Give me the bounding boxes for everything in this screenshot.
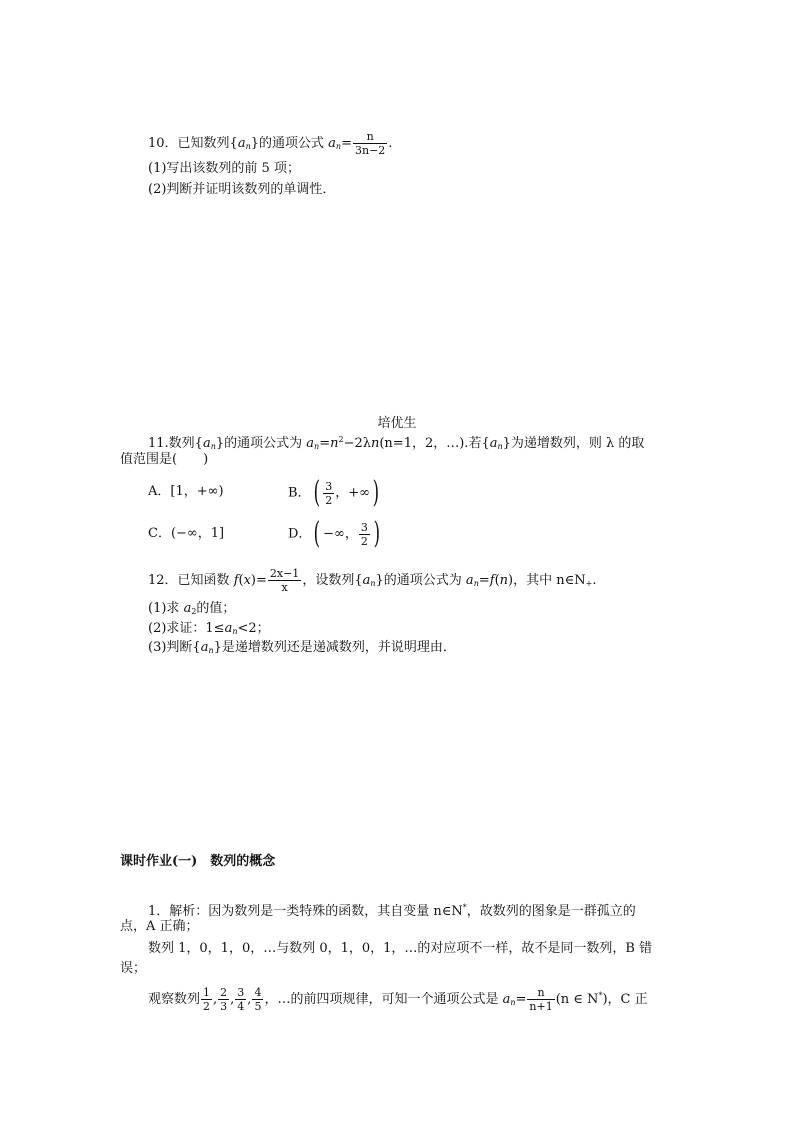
q12-part1: (1)求 $a_2$的值； (148, 601, 236, 616)
q12-part2: (2)求证：$1\le a_n<2$； (148, 621, 270, 636)
option-a: A．[1，+∞) (148, 484, 224, 499)
fraction: $\frac{n}{3n-2}$ (354, 130, 386, 157)
answer-line-3: 数列 1，0，1，0，…与数列 0，1，0，1，…的对应项不一样，故不是同一数列，B 错 (148, 941, 653, 956)
q12-stem: 12．已知函数 f(x)= $\frac{2x-1}{x}$ ，设数列$\{a_n\}$的通项公式为 $a_n=f(n)$，其中 $n\in N_+$. (148, 567, 597, 594)
q12-part3: (3)判断$\{a_n\}$是递增数列还是递减数列，并说明理由． (148, 640, 456, 655)
answers-heading: 课时作业(一) 数列的概念 (120, 854, 276, 869)
section-title: 培优生 (377, 416, 417, 431)
q10-part2: (2)判断并证明该数列的单调性． (148, 182, 336, 197)
option-d: D．( −∞， $\frac{3}{2}$ ) (288, 516, 380, 551)
answer-line-4: 误； (120, 961, 147, 976)
q11-stem: 11.数列$\{a_n\}$的通项公式为 $a_n=n^2-2\lambda n(n=1$，2，…).若$\{a_n\}$为递增数列，则 λ 的取 (148, 435, 645, 451)
answer-line-5: 观察数列 $\frac{1}{2}$ , $\frac{2}{3}$ , $\frac{3}{4}$ , $\frac{4}{5}$ ，…的前四项规律，可知一个通项公式是 $a_n=$ $\frac{n}{n+1}$ (n ∈ N*)，C 正 (148, 986, 648, 1013)
q11-stem-cont: 值范围是( ) (120, 452, 209, 467)
option-c: C．(−∞，1] (148, 526, 225, 541)
answer-line-1: 1．解析：因为数列是一类特殊的函数，其自变量 n∈N*，故数列的图象是一群孤立的 (148, 903, 636, 919)
q10-stem: 10．已知数列$\{a_n\}$的通项公式 $a_n=$ $\frac{n}{3n-2}$ . (148, 130, 393, 157)
option-b: B．( $\frac{3}{2}$ ，+∞) (288, 475, 380, 510)
q10-part1: (1)写出该数列的前 5 项； (148, 161, 300, 176)
answer-line-2: 点，A 正确； (120, 919, 199, 934)
